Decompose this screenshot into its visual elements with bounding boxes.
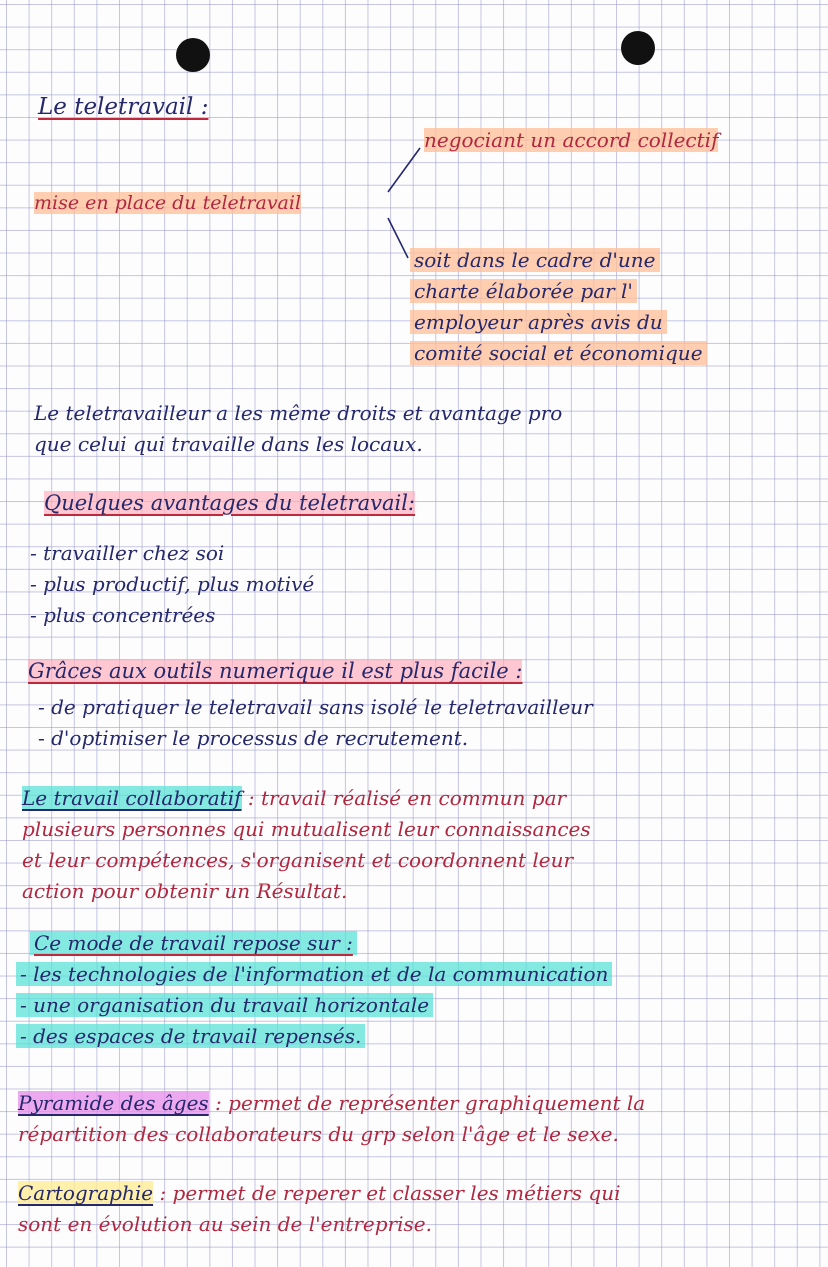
work-mode-section (16, 928, 612, 1052)
collaborative-paragraph (22, 783, 591, 907)
advantages-heading (44, 488, 415, 518)
branch-2-line: employeur après avis du (410, 310, 667, 334)
mindmap-root (34, 188, 301, 218)
mindmap-branch-1-text: negociant un accord collectif (424, 128, 719, 152)
punch-hole-right (621, 31, 655, 65)
collaborative-line-1-rest: : travail réalisé en commun par (247, 786, 567, 810)
rights-line: que celui qui travaille dans les locaux. (34, 432, 423, 456)
collaborative-line: action pour obtenir un Résultat. (22, 879, 348, 903)
digital-tools-list (38, 692, 593, 754)
list-item: - d'optimiser le processus de recrutement. (38, 726, 469, 750)
age-pyramid-line-1-rest: : permet de représenter graphiquement la (215, 1091, 646, 1115)
mapping-line-2: sont en évolution au sein de l'entreprise. (18, 1212, 432, 1236)
rights-line: Le teletravailleur a les même droits et avantage pro (34, 401, 563, 425)
age-pyramid-term: Pyramide des âges (18, 1091, 209, 1115)
mindmap-branch-1 (424, 125, 718, 155)
list-item: - travailler chez soi (30, 541, 225, 565)
branch-2-line: soit dans le cadre d'une (410, 248, 660, 272)
age-pyramid-paragraph (18, 1088, 645, 1150)
digital-tools-heading (28, 656, 522, 686)
advantages-heading-text: Quelques avantages du teletravail: (44, 491, 415, 515)
age-pyramid-line-2: répartition des collaborateurs du grp selon l'âge et le sexe. (18, 1122, 619, 1146)
branch-2-line: charte élaborée par l' (410, 279, 637, 303)
list-item: - plus productif, plus motivé (30, 572, 315, 596)
list-item: - de pratiquer le teletravail sans isolé le teletravailleur (38, 695, 593, 719)
mapping-line-1-rest: : permet de reperer et classer les métiers qui (159, 1181, 621, 1205)
collaborative-line: plusieurs personnes qui mutualisent leur connaissances (22, 817, 591, 841)
rights-paragraph (34, 398, 562, 460)
collaborative-term: Le travail collaboratif (22, 786, 242, 810)
work-mode-heading: Ce mode de travail repose sur : (30, 931, 357, 955)
advantages-list (30, 538, 314, 631)
branch-2-line: comité social et économique (410, 341, 707, 365)
collaborative-line: et leur compétences, s'organisent et coordonnent leur (22, 848, 574, 872)
page-title: Le teletravail : (38, 94, 209, 120)
mindmap-branch-2 (410, 245, 707, 369)
work-mode-item: - des espaces de travail repensés. (16, 1024, 365, 1048)
work-mode-item: - une organisation du travail horizontale (16, 993, 433, 1017)
mapping-paragraph (18, 1178, 621, 1240)
list-item: - plus concentrées (30, 603, 216, 627)
connector-upper (388, 148, 420, 192)
mapping-term: Cartographie (18, 1181, 154, 1205)
connector-lower (388, 218, 408, 258)
work-mode-item: - les technologies de l'information et de la communication (16, 962, 612, 986)
mindmap-root-text: mise en place du teletravail (34, 192, 302, 214)
digital-tools-heading-text: Grâces aux outils numerique il est plus facile : (28, 659, 523, 683)
punch-hole-left (176, 38, 210, 72)
